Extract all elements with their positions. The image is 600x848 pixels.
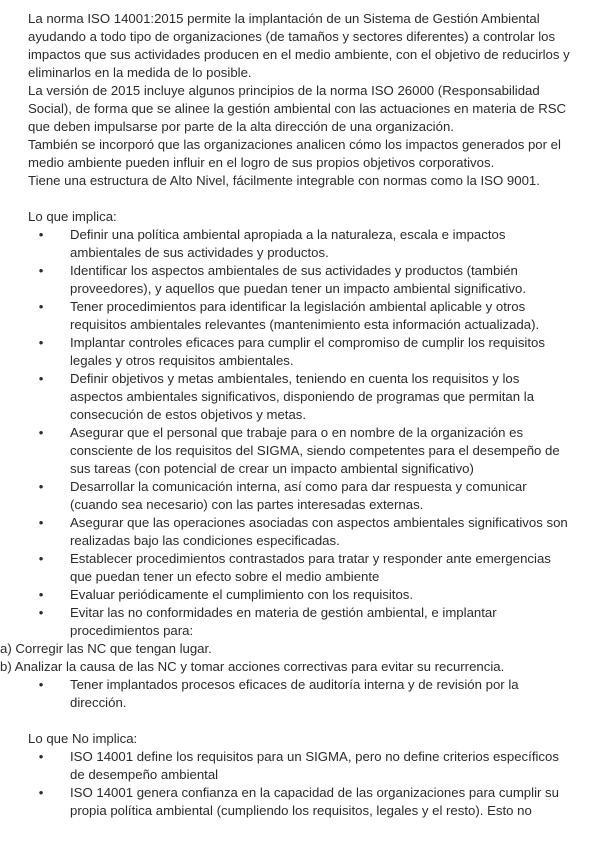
bullet-icon: •: [38, 263, 44, 278]
bullet-icon: •: [38, 299, 44, 314]
bullet-icon: •: [38, 785, 44, 800]
implica-heading: Lo que implica:: [28, 209, 117, 224]
bullet-icon: •: [38, 425, 44, 440]
list-item: • Establecer procedimientos contrastados para tratar y responder ante emergencias que puedan tener un efecto sobre el medio ambiente: [28, 550, 573, 586]
list-item: • Desarrollar la comunicación interna, así como para dar respuesta y comunicar (cuando sea necesario) con las partes interesadas externas.: [28, 478, 573, 514]
intro-paragraph-3: También se incorporó que las organizaciones analicen cómo los impactos generados por el medio ambiente pueden influir en el logro de sus propios objetivos corporativos.: [28, 137, 561, 170]
no-implica-list: [28, 748, 573, 820]
list-item: • Evitar las no conformidades en materia de gestión ambiental, e implantar procedimientos para:: [28, 604, 573, 640]
bullet-icon: •: [38, 335, 44, 350]
bullet-icon: •: [38, 605, 44, 620]
list-item: • Implantar controles eficaces para cumplir el compromiso de cumplir los requisitos legales y otros requisitos ambientales.: [28, 334, 573, 370]
no-implica-heading: Lo que No implica:: [28, 731, 138, 746]
list-item: • Tener implantados procesos eficaces de auditoría interna y de revisión por la dirección.: [28, 676, 573, 712]
bullet-icon: •: [38, 515, 44, 530]
list-item: • Tener procedimientos para identificar la legislación ambiental aplicable y otros requisitos ambientales relevantes (mantenimiento esta información actualizada).: [28, 298, 573, 334]
bullet-icon: •: [38, 749, 44, 764]
bullet-icon: •: [38, 371, 44, 386]
intro-paragraph-4: Tiene una estructura de Alto Nivel, fácilmente integrable con normas como la ISO 9001.: [28, 173, 540, 188]
list-item: • Definir objetivos y metas ambientales, teniendo en cuenta los requisitos y los aspectos ambientales significativos, disponiendo de programas que permitan la consecución de estos objetivos y metas.: [28, 370, 573, 424]
intro-paragraph-1: La norma ISO 14001:2015 permite la implantación de un Sistema de Gestión Ambiental ayudando a todo tipo de organizaciones (de tamaños y sectores diferentes) a controlar los impactos que sus actividades producen en el medio ambiente, con el objetivo de reducirlos y eliminarlos en la medida de lo posible.: [28, 11, 570, 80]
list-item: • Evaluar periódicamente el cumplimiento con los requisitos.: [28, 586, 573, 604]
sub-item-b: b) Analizar la causa de las NC y tomar acciones correctivas para evitar su recurrencia.: [0, 659, 505, 674]
list-item: • ISO 14001 define los requisitos para un SIGMA, pero no define criterios específicos de desempeño ambiental: [28, 748, 573, 784]
bullet-icon: •: [38, 227, 44, 242]
list-item: • Definir una política ambiental apropiada a la naturaleza, escala e impactos ambientales de sus actividades y productos.: [28, 226, 573, 262]
sub-item-a: a) Corregir las NC que tengan lugar.: [0, 641, 212, 656]
list-item: • Asegurar que las operaciones asociadas con aspectos ambientales significativos son realizadas bajo las condiciones especificadas.: [28, 514, 573, 550]
document-page: [0, 10, 573, 820]
bullet-icon: •: [38, 551, 44, 566]
bullet-icon: •: [38, 587, 44, 602]
list-item: • ISO 14001 genera confianza en la capacidad de las organizaciones para cumplir su propia política ambiental (cumpliendo los requisitos, legales y el resto). Esto no: [28, 784, 573, 820]
implica-list-continued: [28, 676, 573, 712]
list-item: • Identificar los aspectos ambientales de sus actividades y productos (también proveedores), y aquellos que puedan tener un impacto ambiental significativo.: [28, 262, 573, 298]
bullet-icon: •: [38, 677, 44, 692]
list-item: • Asegurar que el personal que trabaje para o en nombre de la organización es consciente de los requisitos del SIGMA, siendo competentes para el desempeño de sus tareas (con potencial de crear un impacto ambiental significativo): [28, 424, 573, 478]
intro-paragraph-2: La versión de 2015 incluye algunos principios de la norma ISO 26000 (Responsabilidad Social), de forma que se alinee la gestión ambiental con las actuaciones en materia de RSC que deben impulsarse por parte de la alta dirección de una organización.: [28, 83, 567, 134]
implica-list: [28, 226, 573, 640]
bullet-icon: •: [38, 479, 44, 494]
